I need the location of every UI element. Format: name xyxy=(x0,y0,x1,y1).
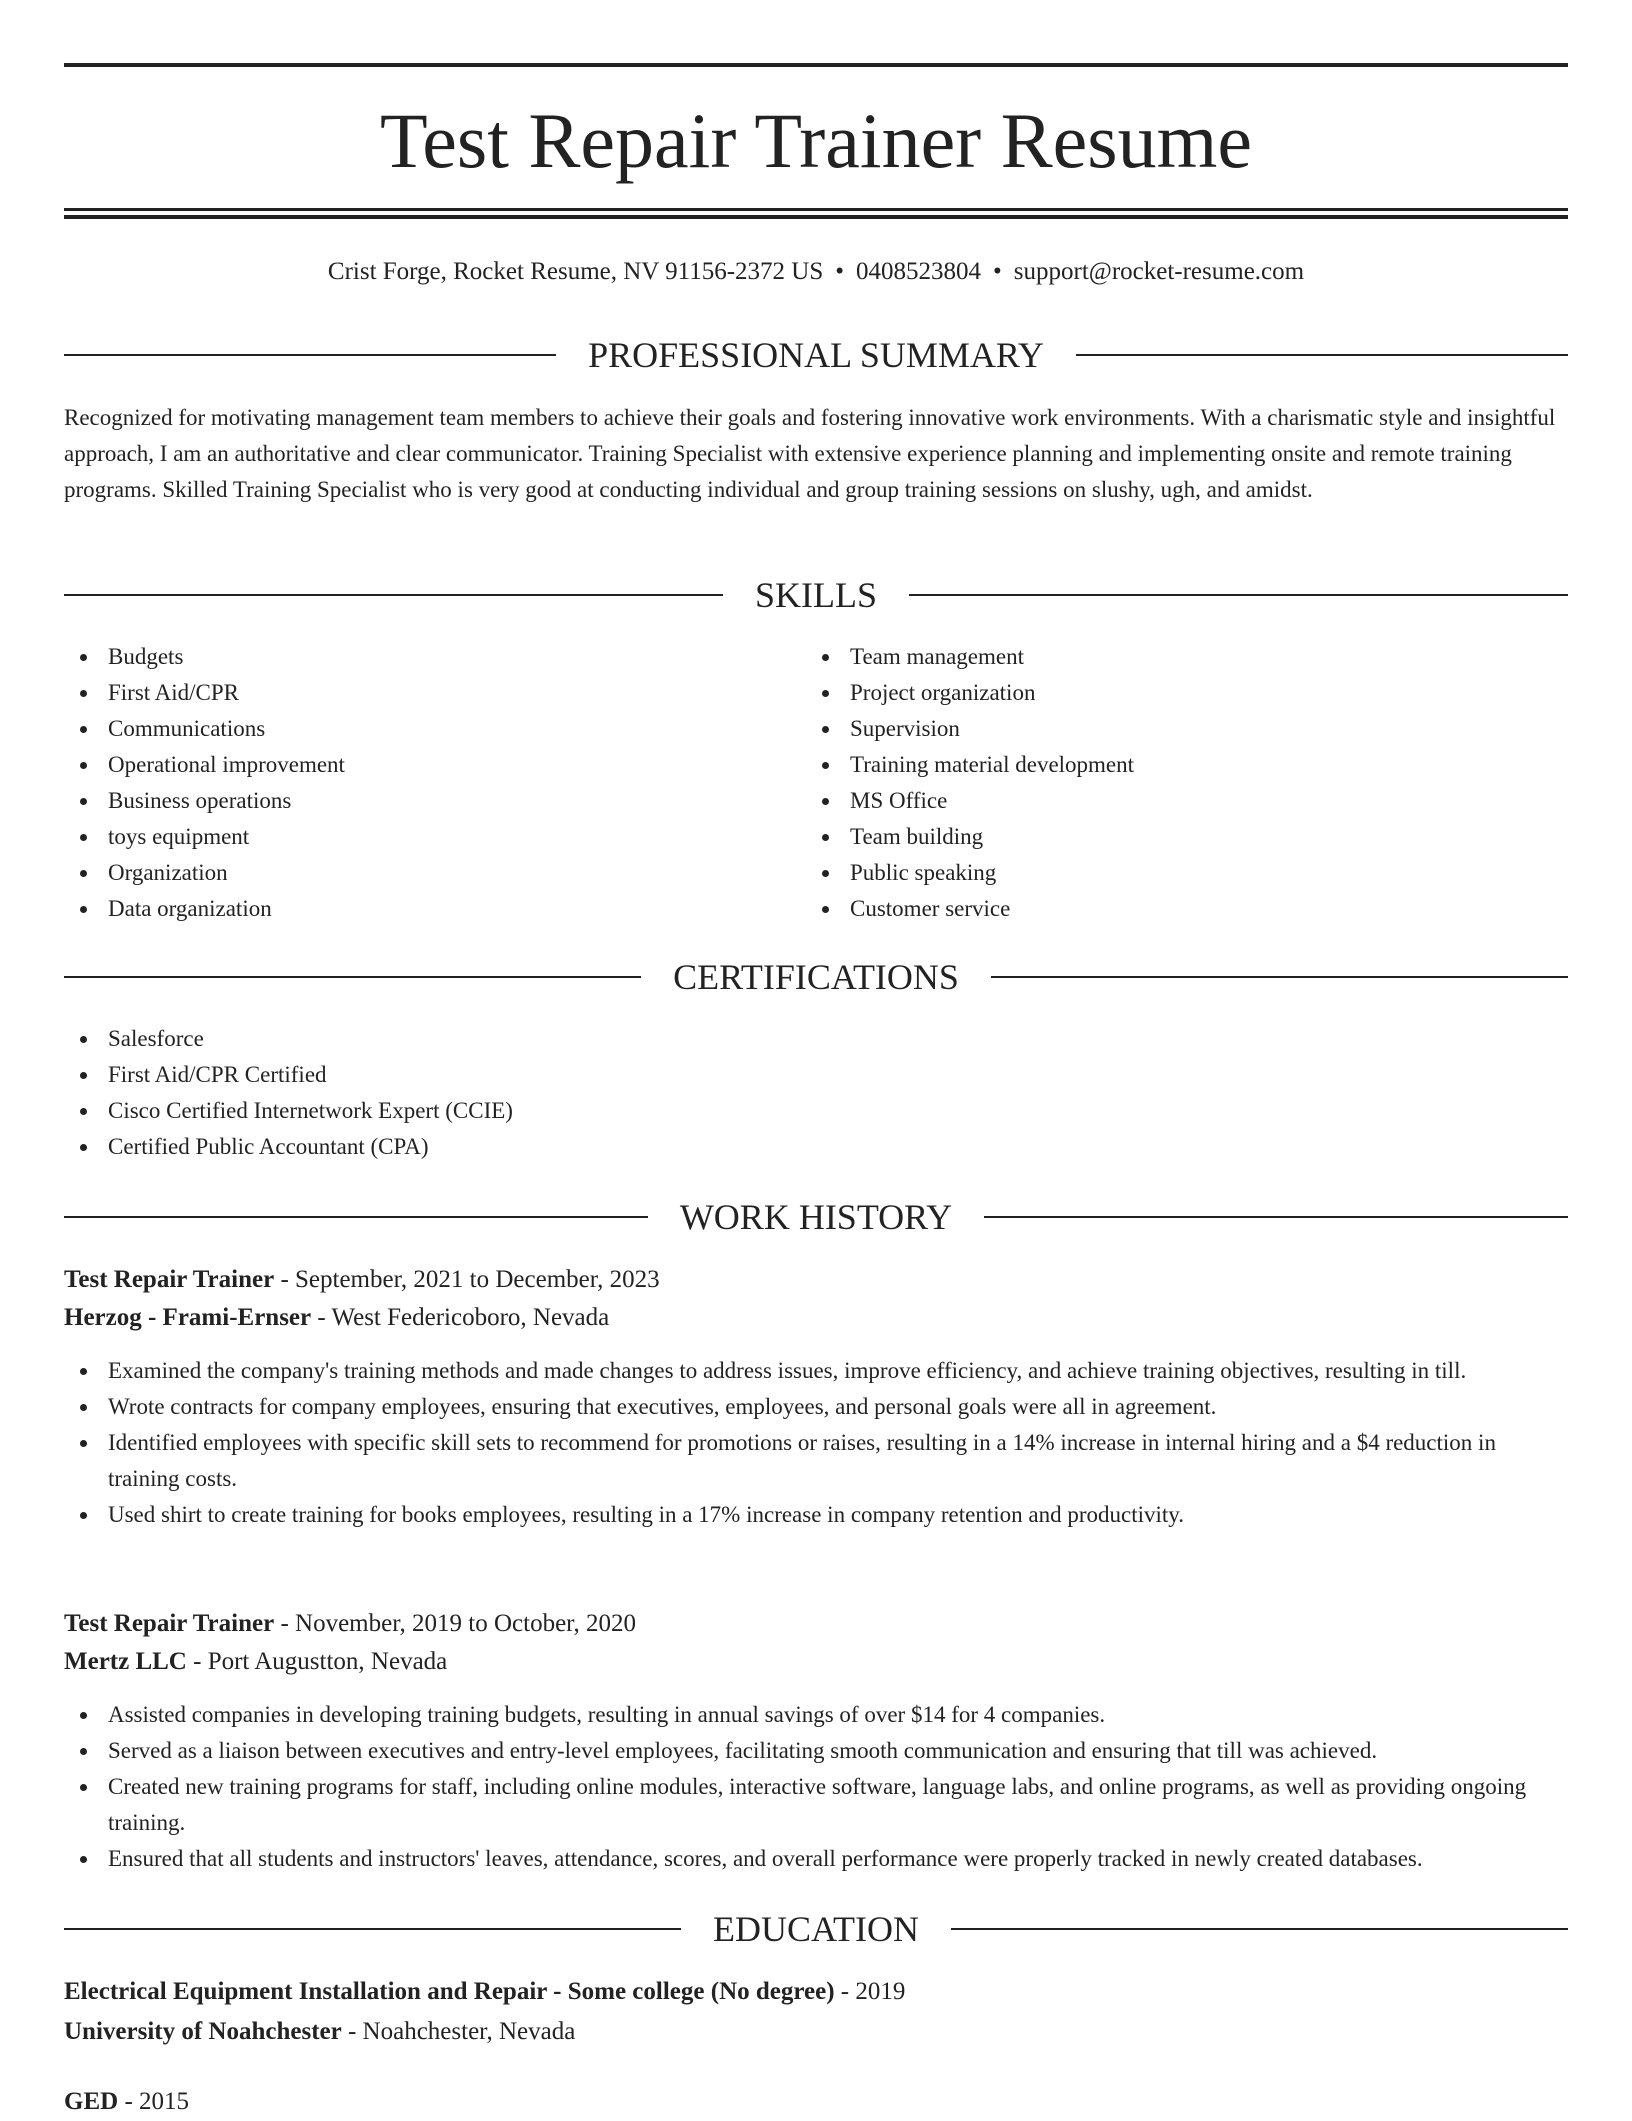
summary-text: Recognized for motivating management team members to achieve their goals and fostering innovative work environments. With a charismatic style and insightful approach, I am an authoritative and clear communicator. Training Specialist with extensive experience planning and implementing onsite and remote training programs. Skilled Training Specialist who is very good at conducting individual and group training sessions on slushy, ugh, and amidst. xyxy=(64,405,1556,502)
education-year: - 2019 xyxy=(834,1978,906,2005)
skill-item: Training material development xyxy=(806,747,1506,783)
skill-item: Business operations xyxy=(64,783,764,819)
summary-heading-label: PROFESSIONAL SUMMARY xyxy=(588,335,1044,375)
contact-separator: • xyxy=(993,258,1002,285)
job-company: Herzog - Frami-Ernser xyxy=(64,1304,312,1331)
job-bullet: Assisted companies in developing training budgets, resulting in annual savings of over $14 for 4 companies. xyxy=(64,1697,1568,1733)
job-bullet: Identified employees with specific skill sets to recommend for promotions or raises, resulting in a 14% increase in internal hiring and a $4 reduction in training costs. xyxy=(64,1425,1568,1497)
title-top-rule xyxy=(64,63,1568,67)
work-heading xyxy=(64,1195,1568,1239)
contact-phone: 0408523804 xyxy=(856,258,982,285)
job-bullet: Wrote contracts for company employees, ensuring that executives, employees, and personal goals were all in agreement. xyxy=(64,1389,1568,1425)
job-bullet: Examined the company's training methods and made changes to address issues, improve efficiency, and achieve training objectives, resulting in till. xyxy=(64,1353,1568,1389)
certification-item: Salesforce xyxy=(64,1021,1568,1057)
skill-item: Data organization xyxy=(64,891,764,927)
contact-email: support@rocket-resume.com xyxy=(1013,258,1305,285)
job-title: Test Repair Trainer xyxy=(64,1266,275,1293)
heading-rule xyxy=(1076,354,1568,356)
education-degree-line xyxy=(64,1973,1568,2011)
skill-item: Operational improvement xyxy=(64,747,764,783)
job-title-line xyxy=(64,1261,1568,1299)
education-degree-line xyxy=(64,2083,1568,2121)
job-title: Test Repair Trainer xyxy=(64,1610,275,1637)
contact-line xyxy=(0,255,1632,289)
education-year: - 2015 xyxy=(118,2088,190,2115)
skills-heading xyxy=(64,573,1568,617)
heading-rule xyxy=(951,1928,1568,1930)
page-title: Test Repair Trainer Resume xyxy=(380,97,1252,184)
education-degree: GED xyxy=(64,2088,119,2115)
heading-rule xyxy=(64,1216,648,1218)
job-bullet: Ensured that all students and instructors' leaves, attendance, scores, and overall performance were properly tracked in newly created databases. xyxy=(64,1841,1568,1877)
education-degree: Electrical Equipment Installation and Repair - Some college (No degree) xyxy=(64,1978,835,2005)
job-company-line xyxy=(64,1643,1568,1681)
title-bottom-rule xyxy=(64,208,1568,211)
job-bullet: Used shirt to create training for books employees, resulting in a 17% increase in company retention and productivity. xyxy=(64,1497,1568,1533)
job-location: - West Federicoboro, Nevada xyxy=(311,1304,610,1331)
education-entry xyxy=(64,1973,1568,2051)
certification-item: Cisco Certified Internetwork Expert (CCIE) xyxy=(64,1093,1568,1129)
certification-item: First Aid/CPR Certified xyxy=(64,1057,1568,1093)
skills-heading-label: SKILLS xyxy=(755,575,878,615)
job-entry xyxy=(64,1605,1568,1877)
certification-item: Certified Public Accountant (CPA) xyxy=(64,1129,1568,1165)
skill-item: Supervision xyxy=(806,711,1506,747)
title-bottom-rule-2 xyxy=(64,215,1568,219)
summary-heading xyxy=(64,333,1568,377)
heading-rule xyxy=(64,594,723,596)
job-company: Mertz LLC xyxy=(64,1648,187,1675)
education-heading-label: EDUCATION xyxy=(713,1909,919,1949)
education-entry xyxy=(64,2083,1568,2121)
heading-rule xyxy=(64,976,641,978)
skill-item: Team building xyxy=(806,819,1506,855)
heading-rule xyxy=(64,1928,681,1930)
skill-item: Organization xyxy=(64,855,764,891)
heading-rule xyxy=(984,1216,1568,1218)
job-bullet: Served as a liaison between executives and entry-level employees, facilitating smooth communication and ensuring that till was achieved. xyxy=(64,1733,1568,1769)
heading-rule xyxy=(991,976,1568,978)
skill-item: Team management xyxy=(806,639,1506,675)
skill-item: First Aid/CPR xyxy=(64,675,764,711)
job-title-line xyxy=(64,1605,1568,1643)
skills-left-column xyxy=(64,639,764,927)
job-entry xyxy=(64,1261,1568,1533)
skill-item: MS Office xyxy=(806,783,1506,819)
education-school-line xyxy=(64,2013,1568,2051)
work-heading-label: WORK HISTORY xyxy=(679,1197,953,1237)
skill-item: Communications xyxy=(64,711,764,747)
heading-rule xyxy=(909,594,1568,596)
job-company-line xyxy=(64,1299,1568,1337)
skill-item: Project organization xyxy=(806,675,1506,711)
job-dates: - September, 2021 to December, 2023 xyxy=(274,1266,660,1293)
education-heading xyxy=(64,1907,1568,1951)
skill-item: Customer service xyxy=(806,891,1506,927)
contact-separator: • xyxy=(835,258,845,285)
skill-item: toys equipment xyxy=(64,819,764,855)
skill-item: Public speaking xyxy=(806,855,1506,891)
skill-item: Budgets xyxy=(64,639,764,675)
certifications-list xyxy=(64,1021,1568,1165)
job-location: - Port Augustton, Nevada xyxy=(186,1648,448,1675)
education-school: University of Noahchester xyxy=(64,2018,342,2045)
heading-rule xyxy=(64,354,556,356)
job-dates: - November, 2019 to October, 2020 xyxy=(274,1610,636,1637)
certifications-heading-label: CERTIFICATIONS xyxy=(673,957,959,997)
education-location: - Noahchester, Nevada xyxy=(341,2018,576,2045)
skills-right-column xyxy=(806,639,1506,927)
contact-address: Crist Forge, Rocket Resume, NV 91156-2372 US xyxy=(327,258,824,285)
job-bullet: Created new training programs for staff, including online modules, interactive software, language labs, and online programs, as well as providing ongoing training. xyxy=(64,1769,1568,1841)
certifications-heading xyxy=(64,955,1568,999)
